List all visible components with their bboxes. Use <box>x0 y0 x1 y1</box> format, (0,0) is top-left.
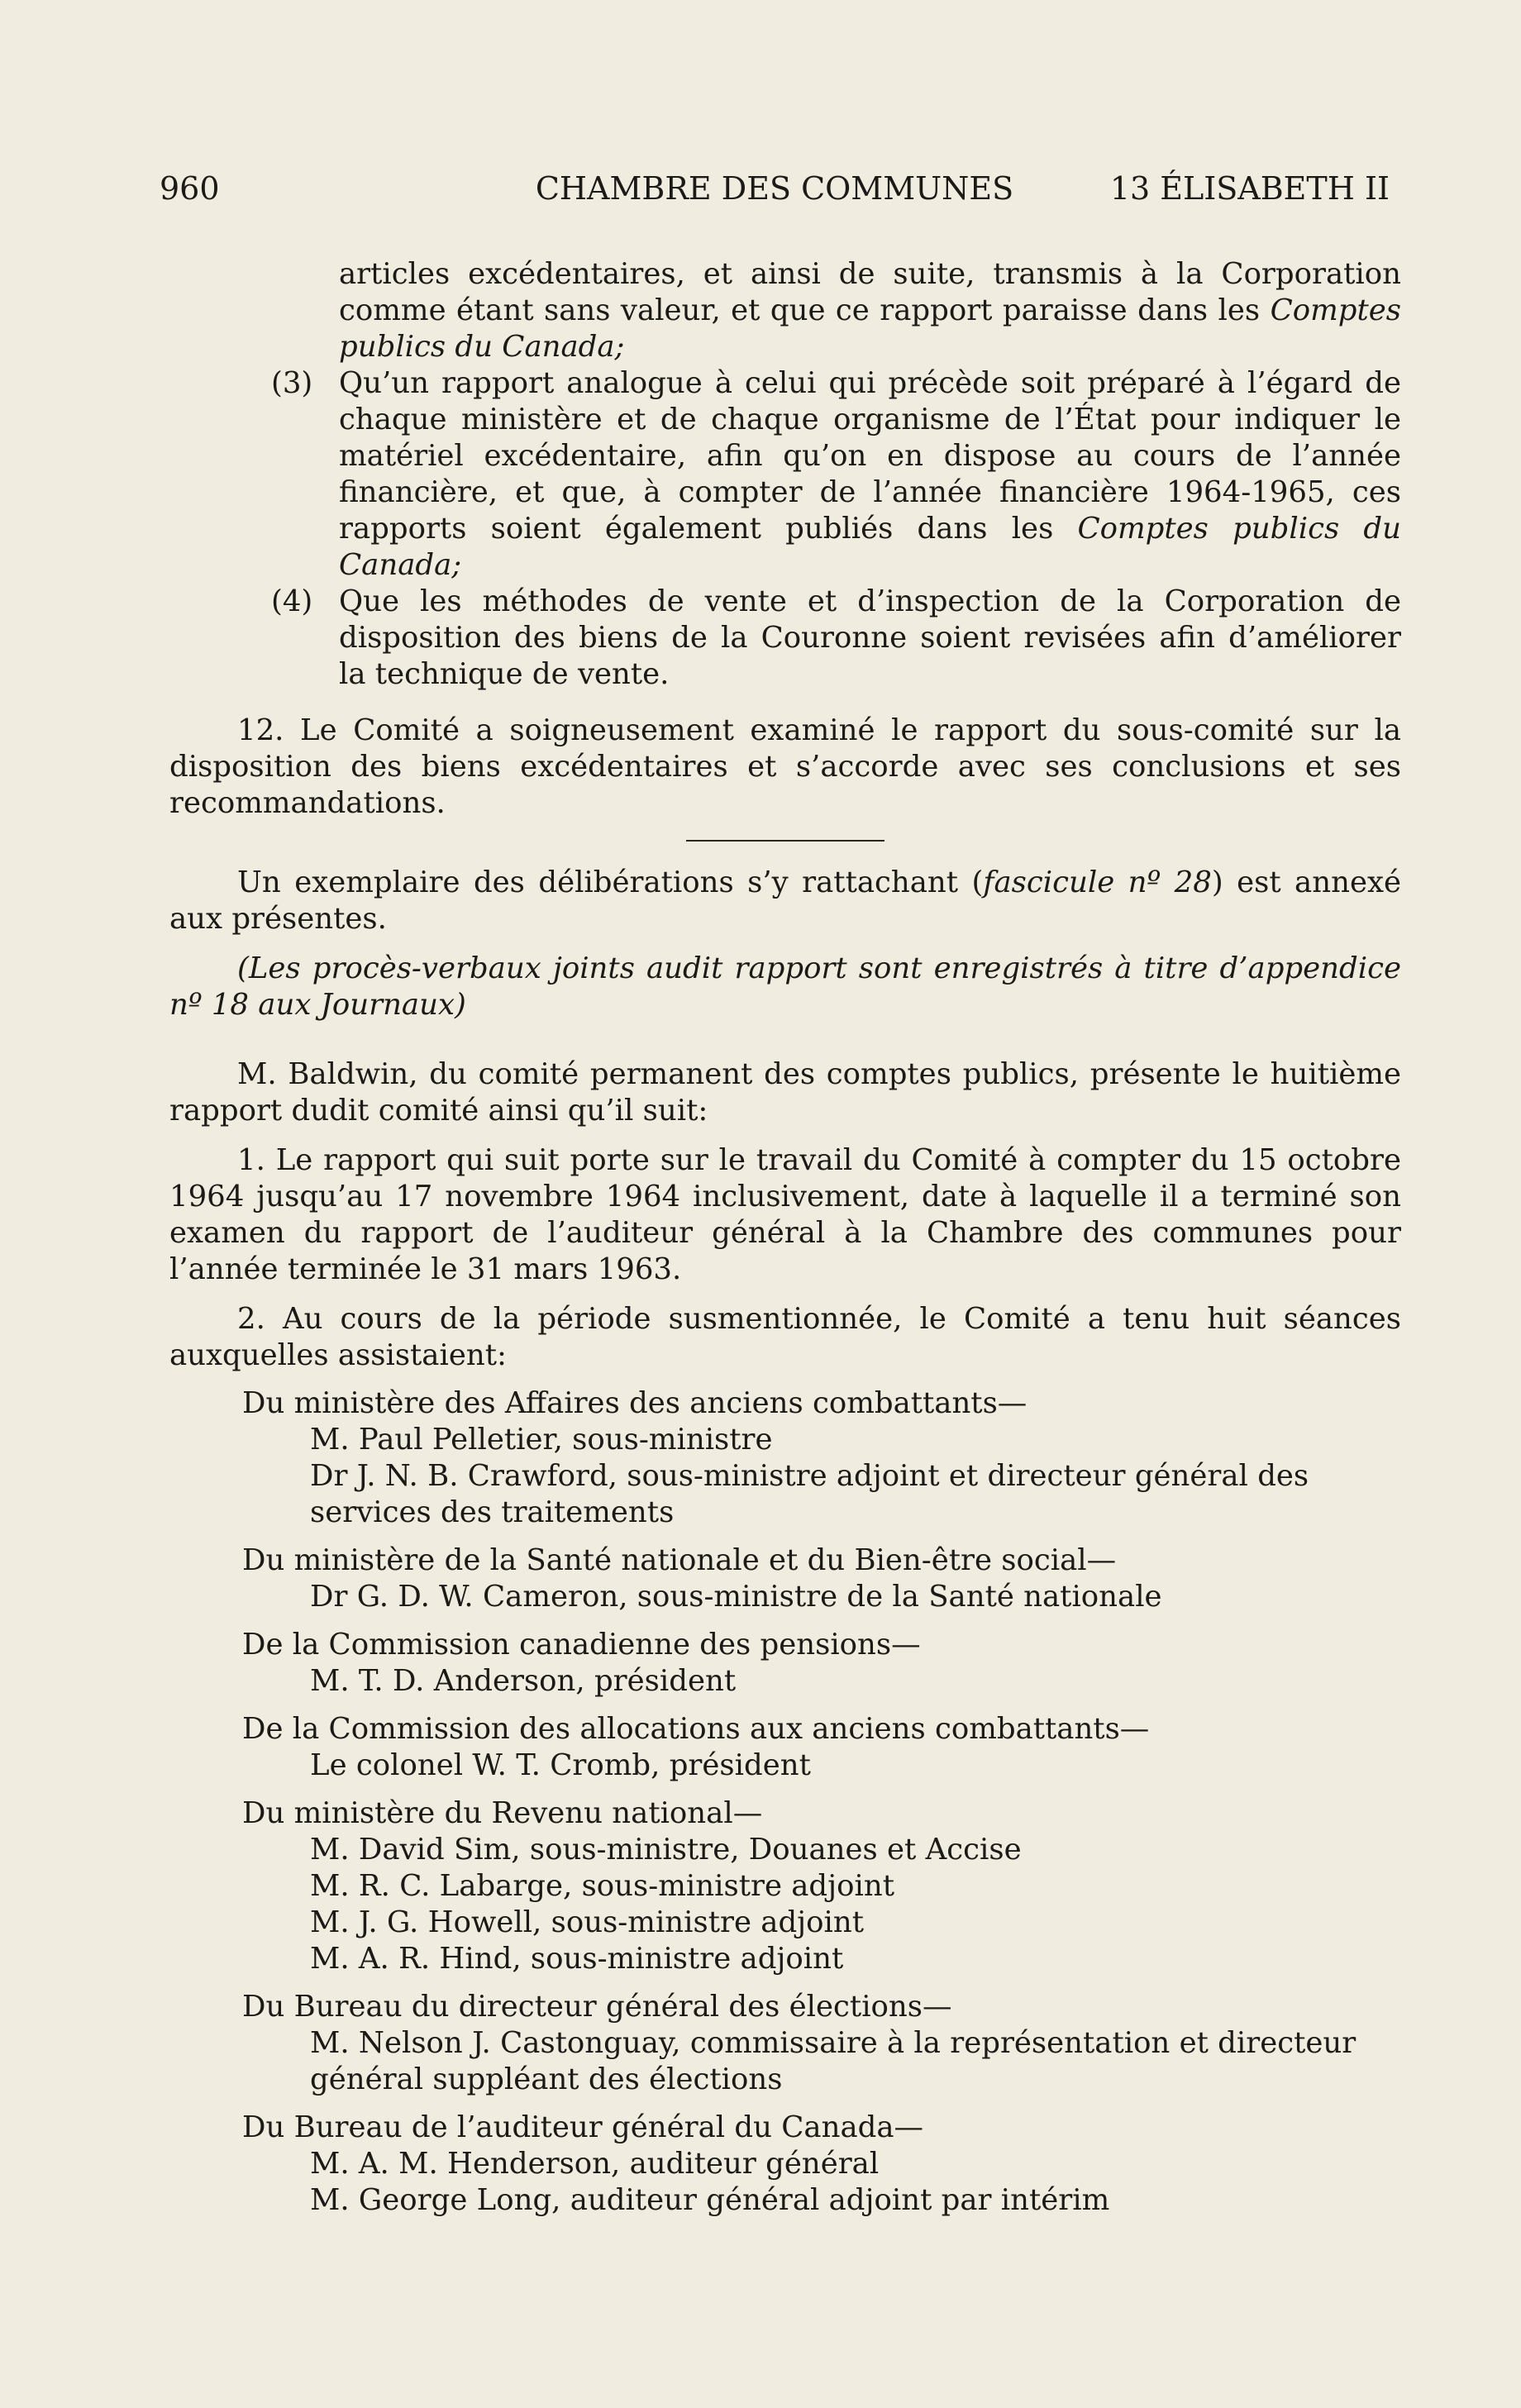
paragraph-2: 2. Au cours de la période susmentionnée, le Comité a tenu huit séances auxquelles assistaient: <box>169 1302 1401 1372</box>
department-heading: Du ministère de la Santé nationale et du Bien-être social— <box>242 1543 1117 1577</box>
department-heading: Du Bureau du directeur général des élections— <box>242 1990 952 2024</box>
section-divider <box>686 840 884 842</box>
department-heading: Du Bureau de l’auditeur général du Canada— <box>242 2110 924 2144</box>
witness-entry: Dr J. N. B. Crawford, sous-ministre adjoint et directeur général des services des traitements <box>310 1459 1309 1529</box>
annex-note: Un exemplaire des délibérations s’y rattachant (fascicule nº 28) est annexé aux présentes. <box>169 865 1401 936</box>
witness-entry: Dr G. D. W. Cameron, sous-ministre de la Santé nationale <box>310 1580 1162 1614</box>
running-head <box>160 165 1390 212</box>
journal-title: CHAMBRE DES COMMUNES <box>535 170 1014 207</box>
witness-entry: M. George Long, auditeur général adjoint par intérim <box>310 2183 1110 2217</box>
regnal-year: 13 ÉLISABETH II <box>1109 170 1390 207</box>
department-heading: De la Commission des allocations aux anciens combattants— <box>242 1712 1150 1746</box>
witness-entry: M. T. D. Anderson, président <box>310 1664 737 1698</box>
department-heading: De la Commission canadienne des pensions— <box>242 1628 921 1662</box>
page-body <box>169 256 1401 2219</box>
numbered-item-4: (4) Que les méthodes de vente et d’inspection de la Corporation de disposition des biens de la Couronne soient revisées afin d’améliorer la technique de vente. <box>271 584 1401 691</box>
numbered-item-3: (3) Qu’un rapport analogue à celui qui précède soit préparé à l’égard de chaque ministère et de chaque organisme de l’État pour indiquer le matériel excédentaire, afin qu’on en dispose au cours de l’année financière, et que, à compter de l’année financière 1964-1965, ces rapports soient également publiés dans les Comptes publics du Canada; <box>271 366 1401 582</box>
proces-verbaux-note: (Les procès-verbaux joints audit rapport sont enregistrés à titre d’appendice nº 18 aux Journaux) <box>169 951 1401 1022</box>
item-number: (3) <box>271 366 313 400</box>
department-heading: Du ministère des Affaires des anciens combattants— <box>242 1386 1028 1420</box>
witness-entry: M. J. G. Howell, sous-ministre adjoint <box>310 1905 865 1939</box>
department-heading: Du ministère du Revenu national— <box>242 1796 763 1830</box>
witness-entry: Le colonel W. T. Cromb, président <box>310 1748 811 1782</box>
witness-entry: M. R. C. Labarge, sous-ministre adjoint <box>310 1869 894 1903</box>
carryover-paragraph: articles excédentaires, et ainsi de suite, transmis à la Corporation comme étant sans valeur, et que ce rapport paraisse dans les Comptes publics du Canada; <box>339 257 1401 364</box>
item-number: (4) <box>271 584 313 618</box>
paragraph-1: 1. Le rapport qui suit porte sur le travail du Comité à compter du 15 octobre 1964 jusqu’au 17 novembre 1964 inclusivement, date à laquelle il a terminé son examen du rapport de l’auditeur général à la Chambre des communes pour l’année terminée le 31 mars 1963. <box>169 1143 1401 1286</box>
page-number: 960 <box>160 170 220 207</box>
witness-entry: M. Paul Pelletier, sous-ministre <box>310 1423 773 1457</box>
witness-entry: M. A. R. Hind, sous-ministre adjoint <box>310 1942 844 1976</box>
witness-entry: M. Nelson J. Castonguay, commissaire à la représentation et directeur général suppléant des élections <box>310 2026 1357 2096</box>
baldwin-intro: M. Baldwin, du comité permanent des comptes publics, présente le huitième rapport dudit comité ainsi qu’il suit: <box>169 1057 1401 1128</box>
witness-entry: M. David Sim, sous-ministre, Douanes et Accise <box>310 1833 1022 1867</box>
witness-entry: M. A. M. Henderson, auditeur général <box>310 2147 880 2181</box>
paragraph-12: 12. Le Comité a soigneusement examiné le rapport du sous-comité sur la disposition des biens excédentaires et s’accorde avec ses conclusions et ses recommandations. <box>169 713 1401 820</box>
